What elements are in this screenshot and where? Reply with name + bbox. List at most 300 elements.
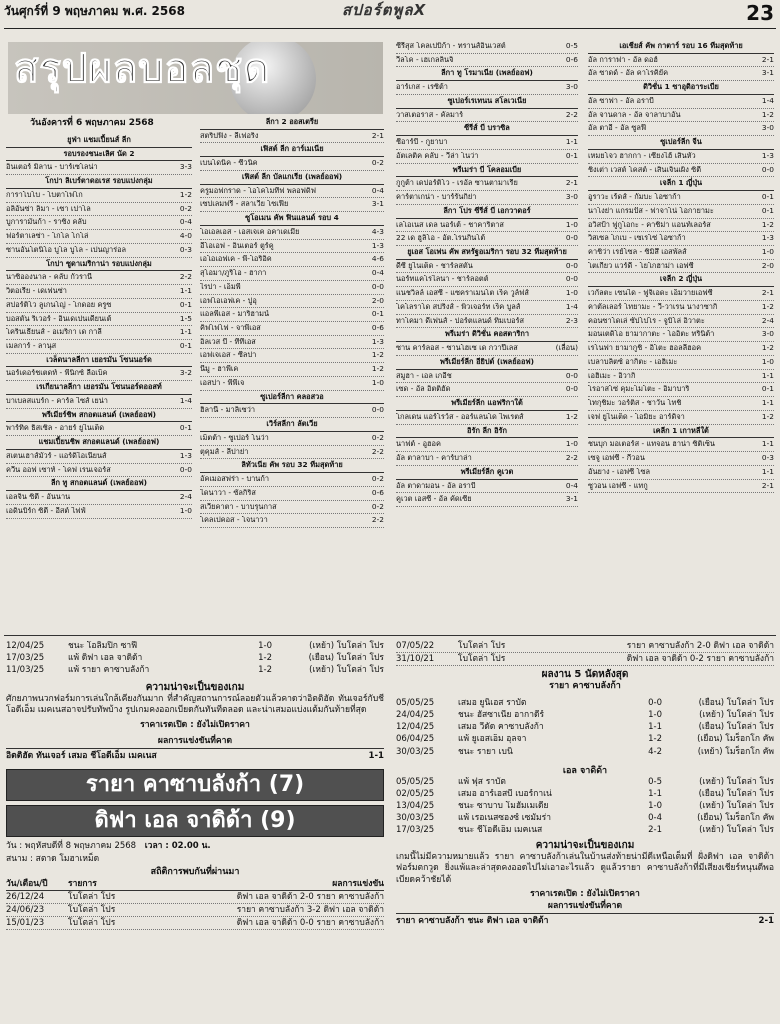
page-date: วันศุกร์ที่ 9 พฤษภาคม พ.ศ. 2568 xyxy=(4,4,185,18)
form-score: 1-1 xyxy=(648,789,662,800)
result-row xyxy=(396,273,578,287)
form-score: 1-0 xyxy=(648,710,662,721)
form-competition: (เยือน) โบโตล่า โปร xyxy=(698,722,774,733)
score: 3-1 xyxy=(371,199,384,209)
result-row xyxy=(396,493,578,507)
result-row xyxy=(588,370,774,384)
form-row xyxy=(396,709,774,721)
results-column-4 xyxy=(588,40,774,493)
fixture: วิตอเรีย - เดเฟนซ่า xyxy=(6,287,67,296)
result-row xyxy=(396,383,578,397)
score: 3-1 xyxy=(761,68,774,78)
banner-title: สรุปผลบอลชุด xyxy=(14,46,271,92)
fixture: เอสปา - พีพีเจ xyxy=(200,378,245,387)
league-title: อิรัก ลีก อิรัก xyxy=(396,426,578,439)
prediction-match-right: รายา คาซาบลังก้า ชนะ ดิฟา เอล จาดิด้า xyxy=(396,916,549,927)
form-score: 1-2 xyxy=(258,665,272,676)
league-title: เวล็ดนาลลีกา เยอรมัน โซนนอร์ด xyxy=(6,355,192,368)
fixture: อัล การาฟา - อัล ดอฮ์ xyxy=(588,55,658,64)
result-row xyxy=(200,281,384,295)
fixture: คาชิว่า เรย์โซล - ซิมิสึ เอสพัลส์ xyxy=(588,248,687,257)
prediction-score: 1-1 xyxy=(368,750,384,761)
h2h-list xyxy=(6,891,384,930)
fixture: ตุคุมส์ - ลีปาย่า xyxy=(200,447,249,456)
fixture: เอลจิน ซิตี้ - อันนาน xyxy=(6,493,71,502)
fixture: นาโงย่า แกรมปัส - ฟาจาโน่ โอกายามะ xyxy=(588,206,714,215)
fixture: นาซิอองนาล - คลับ กัวรานี xyxy=(6,273,93,282)
result-row xyxy=(200,349,384,363)
fixture: อัคเมอสฟร่า - บานก้า xyxy=(200,475,269,484)
score: 1-1 xyxy=(761,439,774,449)
form-result: แพ้ ดิฟา เอล จาดิด้า xyxy=(68,653,143,664)
form-team-b-list xyxy=(396,776,774,836)
league-title: แชมเปี้ยนชิพ สกอตแลนด์ (เพลย์ออฟ) xyxy=(6,437,192,450)
score: 1-1 xyxy=(761,466,774,476)
fixture: นีมู - ฮาพีเค xyxy=(200,365,239,374)
fixture: อัล ตาดามอน - อัล อราบี xyxy=(396,481,476,490)
result-row xyxy=(200,473,384,487)
h2h-competition: โบโตล่า โปร xyxy=(68,904,116,915)
result-row xyxy=(588,150,774,164)
form-score: 0-5 xyxy=(648,777,662,788)
result-row xyxy=(588,438,774,452)
fixture: ซาน คาร์ลอส - ซานโฮเซ เด กวาปีเลส xyxy=(396,344,518,353)
league-title: พรีเมียร์ลีก คูเวต xyxy=(396,467,578,480)
h2h-competition: โบโตล่า โปร xyxy=(68,917,116,928)
fixture: เบลาบลิตซ์ อากิตะ - เอฮิเมะ xyxy=(588,357,678,366)
result-row xyxy=(396,40,578,54)
league-title: พรีเมียร์ชิพ สกอตแลนด์ (เพลย์ออฟ) xyxy=(6,410,192,423)
score: 0-4 xyxy=(565,480,578,490)
form-result: ชนะ ฮัสซาเนีย อากาดีร์ xyxy=(458,710,545,721)
form-result: แพ้ ฟุส ราบัต xyxy=(458,777,506,788)
result-row xyxy=(588,109,774,123)
fixture: เม็ตต้า - ซูเปอร์ โนว่า xyxy=(200,433,269,442)
fixture: คอนซาโดเล่ ซัปโปโร - จูบิโล่ อิวาตะ xyxy=(588,316,705,325)
fixture: เบนโดนิค - ซีวนิค xyxy=(200,159,258,168)
fixture: บาเบลสแบร์ก - คาร์ล ไซส์ เยน่า xyxy=(6,396,108,405)
form-row xyxy=(396,733,774,745)
h2h-date: 07/05/22 xyxy=(396,641,435,651)
score: 0-1 xyxy=(179,341,192,351)
prediction-row-right xyxy=(396,913,774,926)
form-row xyxy=(396,788,774,800)
result-row xyxy=(6,450,192,464)
score: 0-2 xyxy=(179,203,192,213)
result-row xyxy=(200,226,384,240)
form-row xyxy=(6,640,384,652)
form-competition: (เยือน) โบโตล่า โปร xyxy=(698,789,774,800)
score: 1-2 xyxy=(761,109,774,119)
score: 1-1 xyxy=(565,137,578,147)
fixture: อัล จานดาล - อัล จาลาบาอัน xyxy=(588,110,681,119)
form-date: 17/03/25 xyxy=(6,653,45,664)
fixture: แนชวิลล์ เอสซี - แซคราเมนโต เร็ค วูล์ฟส์ xyxy=(396,289,529,298)
form-row xyxy=(6,664,384,676)
league-title: เฟิสต์ ลีก อาร์เมเนีย xyxy=(200,144,384,157)
score: 2-1 xyxy=(761,480,774,490)
result-row xyxy=(396,315,578,329)
h2h-competition: โบโตล่า โปร xyxy=(68,891,116,902)
result-row xyxy=(6,340,192,354)
league-title: ลีกา โปร ซีรีส์ บี เอกวาดอร์ xyxy=(396,206,578,219)
result-row xyxy=(200,308,384,322)
fixture: การาโบโบ - โบตาโฟโก xyxy=(6,190,83,199)
fixture: เซปเลมฟรี่ - สลาเวีย โซเฟีย xyxy=(200,200,289,209)
form-row xyxy=(396,697,774,709)
fixture: ครูมอฟกราด - โอโคโมทีฟ พลอฟดิฟ xyxy=(200,186,316,195)
form-competition: (เหย้า) โบโตล่า โปร xyxy=(699,710,774,721)
h2h-list-continued xyxy=(396,640,774,666)
result-row xyxy=(200,130,384,144)
score: 0-1 xyxy=(761,384,774,394)
score: 2-1 xyxy=(761,288,774,298)
score: 1-3 xyxy=(761,233,774,243)
score: 1-2 xyxy=(761,219,774,229)
fixture: บูการามันก้า - ราซิ่ง คลับ xyxy=(6,218,87,227)
result-row xyxy=(588,122,774,136)
form-score: 4-2 xyxy=(648,746,662,757)
form-score: 1-2 xyxy=(258,653,272,664)
score: 2-1 xyxy=(565,178,578,188)
form-competition: (เยือน) โมร็อกโก คัพ xyxy=(697,813,774,824)
h2h-result: ดิฟา เอล จาดิด้า 0-2 รายา คาซาบลังก้า xyxy=(626,654,774,665)
form-date: 02/05/25 xyxy=(396,789,435,800)
h2h-result: ดิฟา เอล จาดิด้า 0-0 รายา คาซาบลังก้า xyxy=(236,917,384,928)
form-competition: (เหย้า) โบโตล่า โปร xyxy=(309,641,384,651)
league-title: โกปา ซูดาเมริกาน่า รอบแบ่งกลุ่ม xyxy=(6,259,192,272)
h2h-row xyxy=(396,640,774,653)
fixture: 22 เด ฮูลิโอ - อัต.โรนกินโต้ xyxy=(396,234,486,243)
league-title: เอเชียส์ คัพ กาตาร์ รอบ 16 ทีมสุดท้าย xyxy=(588,41,774,54)
league-title: ซูโอเมน คัพ ฟินแลนด์ รอบ 4 xyxy=(200,213,384,226)
result-row xyxy=(6,299,192,313)
form-result: เสมอ อาร์เอสบี เบอร์กาเน่ xyxy=(458,789,552,800)
fixture: วิสเซล โกเบ - เซเรโซ่ โอซาก้า xyxy=(588,234,686,243)
fixture: ชนบุก มอเตอร์ส - แทจอน ฮาน่า ซิติเซ็น xyxy=(588,440,715,449)
score: 3-0 xyxy=(761,329,774,339)
result-row xyxy=(200,377,384,391)
score: 1-1 xyxy=(761,370,774,380)
result-row xyxy=(6,491,192,505)
result-row xyxy=(396,109,578,123)
result-row xyxy=(588,301,774,315)
score: 1-0 xyxy=(565,219,578,229)
result-row xyxy=(396,136,578,150)
league-title: ลีกา 2 ออสเตรีย xyxy=(200,117,384,130)
fixture: คิฟโฟโฟ - จาพีเอส xyxy=(200,324,261,333)
page-number: 23 xyxy=(746,1,774,25)
result-row xyxy=(200,404,384,418)
form-title: ผลงาน 5 นัดหลังสุด xyxy=(541,669,629,681)
result-row xyxy=(588,54,774,68)
result-row xyxy=(588,95,774,109)
h2h-row xyxy=(6,891,384,904)
fixture: ไดนาวา - ซัลกิริส xyxy=(200,488,256,497)
section-divider xyxy=(4,635,776,636)
league-title: พรีเมียร์ลีก อียิปต์ (เพลย์ออฟ) xyxy=(396,357,578,370)
h2h-header-result: ผลการแข่งขัน xyxy=(332,878,384,889)
form-date: 13/04/25 xyxy=(396,801,435,812)
score: 1-0 xyxy=(761,247,774,257)
form-result: แพ้ ยูเอสเอ็ม อุลจา xyxy=(458,734,527,745)
result-row xyxy=(200,267,384,281)
fixture: เอดินบิร์ก ซิตี้ - อีสต์ ไฟฟ์ xyxy=(6,506,86,515)
fixture: เอโอเอฟเค - พี-โอริอิค xyxy=(200,255,272,264)
score: 2-0 xyxy=(371,295,384,305)
score: 0-2 xyxy=(371,432,384,442)
fixture: อลิอันซ่า ลิมา - เซา เปาโล xyxy=(6,204,91,213)
result-row xyxy=(6,505,192,519)
score: 0-6 xyxy=(565,54,578,64)
fixture: ไรปา - เอ็มพี xyxy=(200,282,241,291)
score: 2-1 xyxy=(371,130,384,140)
score: 0-1 xyxy=(179,423,192,433)
league-title: ลีกา ทู โรมาเนีย (เพลย์ออฟ) xyxy=(396,68,578,81)
form-competition: (เยือน) โมร็อกโก คัพ xyxy=(697,734,774,745)
score: 2-0 xyxy=(761,260,774,270)
score: 0-6 xyxy=(371,487,384,497)
form-date: 12/04/25 xyxy=(6,641,45,651)
banner-date: วันอังคารที่ 6 พฤษภาคม 2568 xyxy=(30,118,154,128)
result-row xyxy=(200,240,384,254)
league-title: ดิวิชั่น 1 ซาอุดิอาระเบีย xyxy=(588,82,774,95)
results-column-1 xyxy=(6,134,192,519)
result-row xyxy=(588,191,774,205)
form-row xyxy=(396,824,774,836)
fixture: ควีน ออฟ เซาท์ - โคฟ เรนเจอร์ส xyxy=(6,465,111,474)
match-time: เวลา : 02.00 น. xyxy=(144,840,211,851)
fixture: โทกุชิมะ วอร์ติส - ชาวัน โทชิ xyxy=(588,399,682,408)
score: 0-1 xyxy=(179,299,192,309)
result-row xyxy=(396,287,578,301)
match-day: วัน : พฤหัสบดีที่ 8 พฤษภาคม 2568 xyxy=(6,840,137,851)
result-row xyxy=(588,452,774,466)
result-row xyxy=(6,203,192,217)
fixture: เอฟโอเอฟเค - ปูอุ xyxy=(200,296,257,305)
score: 2-2 xyxy=(371,446,384,456)
form-date: 17/03/25 xyxy=(396,825,435,836)
fixture: อูราวะ เร้ดส์ - กัมบะ โอซาก้า xyxy=(588,193,681,202)
score: 0-0 xyxy=(371,405,384,415)
score: 1-2 xyxy=(179,189,192,199)
result-row xyxy=(588,315,774,329)
score: 2-2 xyxy=(179,272,192,282)
h2h-date: 15/01/23 xyxy=(6,917,45,928)
fixture: คูเวต เอสซี - อัล คัดเซีย xyxy=(396,495,472,504)
form-date: 12/04/25 xyxy=(396,722,435,733)
fixture: ซีรีสุส โคลเปบิก้า - ทรานส์อินเวสต์ xyxy=(396,42,506,50)
score: 1-1 xyxy=(179,286,192,296)
prediction-score-right: 2-1 xyxy=(758,916,774,927)
form-row xyxy=(396,776,774,788)
fixture: เอฮิเมะ - อิวากิ xyxy=(588,371,636,380)
score: 0-0 xyxy=(565,233,578,243)
result-row xyxy=(6,395,192,409)
h2h-header-comp: รายการ xyxy=(68,878,97,889)
result-row xyxy=(588,205,774,219)
h2h-result: รายา คาซาบลังก้า 2-0 ดิฟา เอล จาดิด้า xyxy=(626,641,774,651)
score: 0-3 xyxy=(761,453,774,463)
score: 3-1 xyxy=(565,494,578,504)
result-row xyxy=(200,514,384,528)
result-row xyxy=(6,216,192,230)
score: 2-1 xyxy=(761,54,774,64)
result-row xyxy=(588,232,774,246)
result-row xyxy=(200,336,384,350)
result-row xyxy=(588,356,774,370)
h2h-date: 24/06/23 xyxy=(6,904,45,915)
score: 1-2 xyxy=(371,364,384,374)
result-row xyxy=(6,230,192,244)
form-row xyxy=(396,800,774,812)
fixture: เหมยโจว ฮากกา - เซี่ยงไฮ้ เสินหัว xyxy=(588,151,696,160)
results-column-3 xyxy=(396,40,578,507)
fixture: โกลเดน แอร์โรว์ส - ออร์แลนโด ไพเรตส์ xyxy=(396,412,524,421)
result-row xyxy=(200,363,384,377)
form-result: แพ้ เรอเนสซองซ์ เซมัมร่า xyxy=(458,813,551,824)
result-row xyxy=(6,161,192,175)
fixture: อวิสป้า ฟูกูโอกะ - คาชิม่า แอนท์เลอร์ส xyxy=(588,220,711,229)
result-row xyxy=(396,342,578,356)
league-title: เคลีก 1 เกาหลีใต้ xyxy=(588,426,774,439)
form-competition: (เยือน) โบโตล่า โปร xyxy=(308,653,384,664)
score: 2-4 xyxy=(761,315,774,325)
fixture: ฟอร์ตาเลซ่า - โกโล โกโล่ xyxy=(6,232,89,241)
result-row xyxy=(396,301,578,315)
form-date: 11/03/25 xyxy=(6,665,45,676)
fixture: ชิงเต่า เวสต์ โคสต์ - เสินเจิ้นเผิง ซิตี้ xyxy=(588,165,702,174)
form-score: 1-1 xyxy=(648,722,662,733)
result-row xyxy=(396,480,578,494)
h2h-date: 26/12/24 xyxy=(6,891,45,902)
result-row xyxy=(200,185,384,199)
fixture: อินเตอร์ มิลาน - บาร์เซโลน่า xyxy=(6,163,98,172)
results-banner xyxy=(8,42,383,114)
prediction-title: ผลการแข่งขันที่คาด xyxy=(157,735,233,746)
form-date: 06/04/25 xyxy=(396,734,435,745)
form-competition: (เหย้า) โบโตล่า โปร xyxy=(309,665,384,676)
form-result: เสมอ ยูนิเอส ราบัต xyxy=(458,698,527,709)
league-title: พรีเมร่า บี โคลอมเบีย xyxy=(396,165,578,178)
score: 2-2 xyxy=(565,109,578,119)
form-score: 0-0 xyxy=(648,698,662,709)
score: (เลื่อน) xyxy=(555,343,578,353)
league-title: ซูเปอร์ลีก จีน xyxy=(588,137,774,150)
result-row xyxy=(6,189,192,203)
score: 0-0 xyxy=(179,464,192,474)
fixture: อาร์เกส - เรซิต้า xyxy=(396,83,448,92)
result-row xyxy=(588,260,774,274)
result-row xyxy=(588,342,774,356)
fixture: ฮิลานี่ - มาลิเซว่า xyxy=(200,406,256,415)
score: 0-0 xyxy=(565,274,578,284)
fixture: นอร์ทแคโรไลนา - ชาร์ลอตต์ xyxy=(396,275,489,284)
form-team-a-title: รายา คาซาบลังก้า xyxy=(549,680,621,691)
fixture: อัตเลติค คลับ - วีล่า โนว่า xyxy=(396,151,479,160)
result-row xyxy=(200,487,384,501)
score: 1-1 xyxy=(761,398,774,408)
fixture: วาสเตอราส - คัลมาร์ xyxy=(396,110,464,119)
fixture: เจฟ ยูไนเต็ด - โอมิยะ อาร์ดิจา xyxy=(588,412,685,421)
score: 1-3 xyxy=(179,450,192,460)
result-row xyxy=(396,150,578,164)
result-row xyxy=(396,438,578,452)
league-title: เจลีก 2 ญี่ปุ่น xyxy=(588,274,774,287)
result-row xyxy=(588,67,774,81)
match-info xyxy=(6,841,384,851)
fixture: นาฟต์ - อูฮอค xyxy=(396,440,441,449)
result-row xyxy=(200,253,384,267)
result-row xyxy=(200,501,384,515)
league-title: เรเกียนาลลีกา เยอรมัน โซนนอร์ดออสท์ xyxy=(6,382,192,395)
opening-odds: ราคาเรตเปิด : ยังไม่เปิดราคา xyxy=(140,719,250,730)
fixture: ซูวอน เอฟซี - แทกู xyxy=(588,481,648,490)
fixture: อิลเวส บี - ที่ทีเอส xyxy=(200,337,256,346)
score: 0-0 xyxy=(565,260,578,270)
score: 0-4 xyxy=(371,268,384,278)
fixture: สุโอมา/ภูริโอ - ฮากา xyxy=(200,269,267,278)
result-row xyxy=(6,422,192,436)
score: 1-0 xyxy=(179,505,192,515)
score: 3-3 xyxy=(179,162,192,172)
score: 0-5 xyxy=(565,41,578,50)
score: 4-6 xyxy=(371,254,384,264)
league-title: เฟิสต์ ลีก บัลแกเรีย (เพลย์ออฟ) xyxy=(200,172,384,185)
score: 3-0 xyxy=(761,123,774,133)
league-title: ลีก ทู สกอตแลนด์ (เพลย์ออฟ) xyxy=(6,478,192,491)
fixture: คาร์ตาเกน่า - บาร์รันกิย่า xyxy=(396,193,477,202)
result-row xyxy=(200,157,384,171)
result-row xyxy=(6,464,192,478)
result-row xyxy=(588,466,774,480)
league-title: ลิทัวเนีย คัพ รอบ 32 ทีมสุดท้าย xyxy=(200,460,384,473)
result-row xyxy=(396,177,578,191)
form-date: 30/03/25 xyxy=(396,813,435,824)
league-title: ซีรีส์ บี บราซิล xyxy=(396,123,578,136)
form-score: 0-4 xyxy=(648,813,662,824)
score: 1-2 xyxy=(761,301,774,311)
score: 0-3 xyxy=(179,244,192,254)
h2h-row xyxy=(6,904,384,917)
results-column-2 xyxy=(200,116,384,528)
result-row xyxy=(396,81,578,95)
fixture: สตริปฟิง - ลีเฟอริ่ง xyxy=(200,131,259,140)
score: 3-0 xyxy=(565,192,578,202)
fixture: อีโอเอฟ - อินเตอร์ ตูร์คู xyxy=(200,241,274,250)
fixture: โตเกียว แวร์ดี้ - โยโกฮาม่า เอฟซี xyxy=(588,261,694,270)
result-row xyxy=(6,326,192,340)
result-row xyxy=(588,480,774,494)
form-date: 30/03/25 xyxy=(396,746,435,757)
masthead-logo: สปอร์ตพูลX xyxy=(342,1,427,19)
league-title: ยูเอส โอเพ่น คัพ สหรัฐอเมริกา รอบ 32 ทีมสุดท้าย xyxy=(396,247,578,260)
form-result: ชนะ ซาบาบ โมฮัมเมเดีย xyxy=(458,801,549,812)
h2h-row xyxy=(6,917,384,930)
recent-results-list xyxy=(6,640,384,676)
result-row xyxy=(200,446,384,460)
analysis-text-right: เกมนี้ไม่มีความหมายแล้ว รายา คาซาบลังก้าเล่นในบ้านส่งท้ายน่ามีดีเหนือเต็มที่ ฝั่งดิฟา เอล จาดิด้าฟอร์มตกวูด ยิ่งแพ้และล่าสุดคงออดไปไม่เอาอะไรแล้ว ดูแล้วรายา คาซาบลังก้าที่มีเสียงเชียร์หนุนดีพอเบียดคว้าชัยได้ xyxy=(396,852,774,885)
fixture: เซด - อัล อิตติฮัด xyxy=(396,385,451,394)
fixture: อัล ตาอี - อัล ซูลฟี xyxy=(588,124,647,133)
result-row xyxy=(588,411,774,425)
fixture: อันยาง - เอฟซี โซล xyxy=(588,467,651,476)
fixture: วีลโค - เฮเกลลินจิ xyxy=(396,55,454,64)
form-result: ชนะ ชีโอดีเอ็ม เมคเนส xyxy=(458,825,543,836)
result-row xyxy=(588,246,774,260)
result-row xyxy=(588,397,774,411)
score: 0-0 xyxy=(565,384,578,394)
